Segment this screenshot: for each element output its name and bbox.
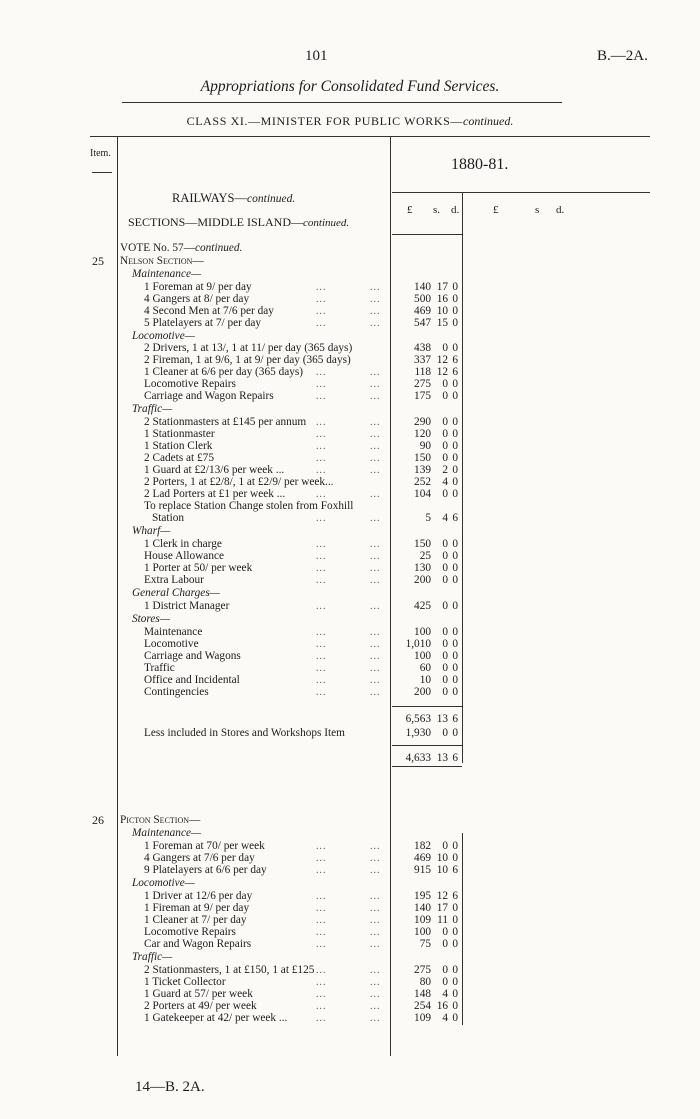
amount-shillings: 0 [442, 686, 448, 698]
amount-pounds: 150 [414, 452, 431, 464]
amount-shillings: 0 [442, 428, 448, 440]
table-row: 1 Stationmaster ... ... 120 0 0 [144, 428, 458, 440]
amount-shillings: 0 [442, 416, 448, 428]
amount-pence: 0 [452, 293, 458, 305]
table-row: Car and Wagon Repairs ... ... 75 0 0 [144, 938, 458, 950]
table-row: 1 Guard at £2/13/6 per week ... ... ... 139 2 0 [144, 464, 458, 476]
amount-pence: 6 [452, 713, 458, 725]
table-row [0, 827, 700, 840]
shillings-header-2: s [535, 204, 540, 216]
amount-pence: 6 [452, 366, 458, 378]
item-description: Station [152, 512, 185, 524]
amount-pence: 0 [452, 926, 458, 938]
amount-pence: 0 [452, 964, 458, 976]
category-label: Maintenance— [132, 268, 202, 280]
class-heading [0, 114, 700, 129]
amount-pounds: 140 [414, 281, 431, 293]
amount-pence: 0 [452, 428, 458, 440]
category-label: Wharf— [132, 525, 171, 537]
amount-pence: 0 [452, 562, 458, 574]
table-row: Station ... ... 5 4 6 [152, 512, 458, 524]
amount-pence: 0 [452, 440, 458, 452]
shillings-header: s. [433, 204, 441, 216]
amount-pounds: 6,563 [405, 713, 431, 725]
page-title: Appropriations for Consolidated Fund Services. [200, 78, 500, 95]
amount-pounds: 469 [414, 852, 431, 864]
table-row: 1 Foreman at 70/ per week ... ... 182 0 0 [144, 840, 458, 852]
amount-pence: 0 [452, 574, 458, 586]
table-row: 2 Porters at 49/ per week ... ... 254 16 0 [144, 1000, 458, 1012]
amount-pounds: 140 [414, 902, 431, 914]
table-row [0, 587, 700, 600]
amount-shillings: 16 [436, 1000, 448, 1012]
amount-pence: 0 [452, 938, 458, 950]
pence-header-2: d. [556, 204, 565, 216]
amount-pounds: 425 [414, 600, 431, 612]
amount-shillings: 0 [442, 650, 448, 662]
table-row: 1 District Manager ... ... 425 0 0 [144, 600, 458, 612]
amount-pounds: 80 [419, 976, 431, 988]
table-row [0, 525, 700, 538]
amount-pounds: 275 [414, 378, 431, 390]
item-description: Nelson Section— [120, 255, 204, 267]
amount-pounds: 337 [414, 354, 431, 366]
amount-pence: 0 [452, 840, 458, 852]
pence-header: d. [451, 204, 460, 216]
subtotal-rule [392, 706, 462, 707]
item-description: 1 Clerk in charge [144, 538, 222, 550]
subsection-heading [128, 215, 349, 230]
table-row: Locomotive Repairs ... ... 100 0 0 [144, 926, 458, 938]
item-description: 1 Foreman at 9/ per day [144, 281, 252, 293]
amount-shillings: 12 [436, 890, 448, 902]
category-label: Maintenance— [132, 827, 202, 839]
amount-pounds: 200 [414, 574, 431, 586]
amount-shillings: 0 [442, 727, 448, 739]
amount-pounds: 254 [414, 1000, 431, 1012]
amount-pounds: 290 [414, 416, 431, 428]
item-description: 2 Drivers, 1 at 13/, 1 at 11/ per day (365 days) [144, 342, 353, 354]
amount-pence: 0 [452, 650, 458, 662]
item-description: Less included in Stores and Workshops Item [144, 727, 345, 739]
amount-pence: 6 [452, 864, 458, 876]
table-row: 2 Stationmasters, 1 at £150, 1 at £125 ... ... 275 0 0 [144, 964, 458, 976]
table-row [0, 242, 700, 255]
amount-pence: 0 [452, 988, 458, 1000]
table-row: 1 Foreman at 9/ per day ... ... 140 17 0 [144, 281, 458, 293]
item-description: 2 Porters at 49/ per week [144, 1000, 257, 1012]
amount-shillings: 0 [442, 840, 448, 852]
amount-pence: 0 [452, 662, 458, 674]
table-row [0, 951, 700, 964]
item-description: Picton Section— [120, 814, 201, 826]
table-row [0, 814, 700, 827]
amount-pence: 0 [452, 488, 458, 500]
item-description: 2 Stationmasters at £145 per annum [144, 416, 307, 428]
amount-shillings: 0 [442, 538, 448, 550]
amount-pounds: 25 [419, 550, 431, 562]
amount-shillings: 0 [442, 562, 448, 574]
item-description: Office and Incidental [144, 674, 240, 686]
pounds-header: £ [407, 204, 413, 216]
amount-pounds: 5 [425, 512, 431, 524]
amount-shillings: 10 [436, 305, 448, 317]
item-description: 2 Cadets at £75 [144, 452, 214, 464]
amount-shillings: 0 [442, 976, 448, 988]
amount-pence: 0 [452, 390, 458, 402]
amount-pounds: 118 [414, 366, 431, 378]
amount-pounds: 60 [419, 662, 431, 674]
amount-shillings: 0 [442, 662, 448, 674]
amount-shillings: 0 [442, 452, 448, 464]
pounds-header-2: £ [493, 204, 499, 216]
amount-pounds: 915 [414, 864, 431, 876]
subsection-heading-text: SECTIONS—MIDDLE ISLAND— [128, 215, 303, 229]
amount-pence: 0 [452, 626, 458, 638]
amount-pence: 0 [452, 914, 458, 926]
item-description: 1 Guard at 57/ per week [144, 988, 253, 1000]
item-description: 1 Cleaner at 7/ per day [144, 914, 247, 926]
amount-shillings: 0 [442, 638, 448, 650]
amount-pence: 6 [452, 512, 458, 524]
item-column-header: Item. [90, 148, 111, 159]
amount-pounds: 175 [414, 390, 431, 402]
amount-pence: 0 [452, 1000, 458, 1012]
table-row: 1 Ticket Collector ... ... 80 0 0 [144, 976, 458, 988]
item-description: House Allowance [144, 550, 224, 562]
amount-pounds: 200 [414, 686, 431, 698]
amount-pounds: 469 [414, 305, 431, 317]
item-description: Locomotive [144, 638, 199, 650]
amount-pence: 0 [452, 342, 458, 354]
amount-shillings: 0 [442, 378, 448, 390]
table-row: Extra Labour ... ... 200 0 0 [144, 574, 458, 586]
section-heading-continued: continued. [247, 193, 296, 205]
amount-pence: 0 [452, 638, 458, 650]
table-row: 1 Clerk in charge ... ... 150 0 0 [144, 538, 458, 550]
item-description: Locomotive Repairs [144, 378, 236, 390]
table-row [0, 255, 700, 268]
table-row: 1 Gatekeeper at 42/ per week ... ... ... 109 4 0 [144, 1012, 458, 1024]
item-description: 1 Fireman at 9/ per day [144, 902, 250, 914]
item-description: 1 Guard at £2/13/6 per week ... [144, 464, 285, 476]
amount-pence: 6 [452, 354, 458, 366]
year-header: 1880-81. [451, 156, 509, 173]
table-row: Carriage and Wagons ... ... 100 0 0 [144, 650, 458, 662]
amount-pounds: 120 [414, 428, 431, 440]
table-row: Contingencies ... ... 200 0 0 [144, 686, 458, 698]
amount-pence: 0 [452, 538, 458, 550]
table-row: 2 Stationmasters at £145 per annum ... ... 290 0 0 [144, 416, 458, 428]
amount-pence: 0 [452, 902, 458, 914]
subsection-heading-continued: continued. [303, 217, 350, 229]
item-description: VOTE No. 57— [120, 242, 195, 254]
amount-pounds: 438 [414, 342, 431, 354]
item-description: 1 District Manager [144, 600, 230, 612]
item-description: 4 Second Men at 7/6 per day [144, 305, 274, 317]
amount-pounds: 109 [414, 914, 431, 926]
amount-shillings: 2 [442, 464, 448, 476]
amount-shillings: 0 [442, 938, 448, 950]
amount-pounds: 195 [414, 890, 431, 902]
amount-shillings: 0 [442, 488, 448, 500]
table-row: Maintenance ... ... 100 0 0 [144, 626, 458, 638]
continued-note: continued. [195, 242, 243, 254]
amount-shillings: 12 [436, 366, 448, 378]
table-row: Locomotive ... ... 1,010 0 0 [144, 638, 458, 650]
item-description: 2 Fireman, 1 at 9/6, 1 at 9/ per day (365 days) [144, 354, 351, 366]
category-label: Locomotive— [132, 877, 195, 889]
amount-pence: 0 [452, 852, 458, 864]
amount-pence: 0 [452, 600, 458, 612]
item-description: 1 Stationmaster [144, 428, 215, 440]
amount-shillings: 15 [436, 317, 448, 329]
item-description: 1 Cleaner at 6/6 per day (365 days) [144, 366, 304, 378]
amount-shillings: 13 [436, 752, 448, 764]
amount-pounds: 10 [419, 674, 431, 686]
amount-pence: 0 [452, 1012, 458, 1024]
amount-shillings: 0 [442, 550, 448, 562]
category-label: Locomotive— [132, 330, 195, 342]
table-row: 1 Fireman at 9/ per day ... ... 140 17 0 [144, 902, 458, 914]
amount-pounds: 150 [414, 538, 431, 550]
amount-shillings: 17 [436, 902, 448, 914]
table-top-rule [90, 136, 650, 137]
table-row [0, 713, 700, 726]
item-description: Car and Wagon Repairs [144, 938, 252, 950]
year-rule [392, 192, 650, 193]
amount-pounds: 139 [414, 464, 431, 476]
table-row: Carriage and Wagon Repairs ... ... 175 0 0 [144, 390, 458, 402]
amount-shillings: 0 [442, 342, 448, 354]
amount-pounds: 547 [414, 317, 431, 329]
amount-pounds: 100 [414, 926, 431, 938]
section-heading [172, 191, 295, 206]
amount-pounds: 1,930 [405, 727, 431, 739]
amount-shillings: 4 [442, 476, 448, 488]
amount-pence: 0 [452, 674, 458, 686]
amount-shillings: 13 [436, 713, 448, 725]
class-heading-text: CLASS XI.—MINISTER FOR PUBLIC WORKS— [186, 114, 464, 128]
amount-pounds: 100 [414, 626, 431, 638]
amount-pence: 0 [452, 317, 458, 329]
amount-pounds: 100 [414, 650, 431, 662]
amount-pence: 6 [452, 752, 458, 764]
table-row: 4 Gangers at 8/ per day ... ... 500 16 0 [144, 293, 458, 305]
amount-shillings: 4 [442, 1012, 448, 1024]
amount-pence: 0 [452, 464, 458, 476]
amount-pence: 0 [452, 452, 458, 464]
page-number: 101 [305, 48, 328, 64]
item-description: 4 Gangers at 8/ per day [144, 293, 250, 305]
item-description: 9 Platelayers at 6/6 per day [144, 864, 267, 876]
table-row [0, 613, 700, 626]
item-description: Carriage and Wagon Repairs [144, 390, 274, 402]
item-description: 2 Lad Porters at £1 per week ... [144, 488, 286, 500]
amount-shillings: 11 [437, 914, 448, 926]
amount-pence: 0 [452, 476, 458, 488]
amount-shillings: 0 [442, 600, 448, 612]
item-description: Extra Labour [144, 574, 204, 586]
amount-pence: 0 [452, 550, 458, 562]
amount-shillings: 0 [442, 964, 448, 976]
amount-shillings: 0 [442, 926, 448, 938]
amount-shillings: 4 [442, 988, 448, 1000]
table-row: 1 Porter at 50/ per week ... ... 130 0 0 [144, 562, 458, 574]
item-description: Contingencies [144, 686, 209, 698]
table-row [0, 403, 700, 416]
paper-reference: B.—2A. [597, 48, 648, 64]
table-row: 4 Gangers at 7/6 per day ... ... 469 10 0 [144, 852, 458, 864]
amount-shillings: 0 [442, 440, 448, 452]
table-row: 1 Guard at 57/ per week ... ... 148 4 0 [144, 988, 458, 1000]
table-row [0, 268, 700, 281]
item-description: 1 Station Clerk [144, 440, 213, 452]
item-description: 5 Platelayers at 7/ per day [144, 317, 262, 329]
item-description: 4 Gangers at 7/6 per day [144, 852, 255, 864]
item-description: Traffic [144, 662, 175, 674]
table-row [0, 877, 700, 890]
table-row: Traffic ... ... 60 0 0 [144, 662, 458, 674]
table-row: 1 Driver at 12/6 per day ... ... 195 12 6 [144, 890, 458, 902]
table-row [0, 752, 700, 765]
amount-pence: 0 [452, 976, 458, 988]
item-description: 1 Gatekeeper at 42/ per week ... [144, 1012, 288, 1024]
item-description: 2 Porters, 1 at £2/8/, 1 at £2/9/ per week... [144, 476, 334, 488]
item-description: Carriage and Wagons [144, 650, 241, 662]
item-description: 1 Ticket Collector [144, 976, 226, 988]
table-row: House Allowance ... ... 25 0 0 [144, 550, 458, 562]
amount-pence: 0 [452, 727, 458, 739]
class-heading-continued: continued. [463, 114, 514, 128]
category-label: Stores— [132, 613, 170, 625]
money-header-rule [392, 234, 462, 235]
item-description: 1 Driver at 12/6 per day [144, 890, 253, 902]
table-row: 2 Cadets at £75 ... ... 150 0 0 [144, 452, 458, 464]
amount-pounds: 90 [419, 440, 431, 452]
table-row [0, 727, 700, 740]
item-description: 1 Foreman at 70/ per week [144, 840, 265, 852]
table-row: 1 Cleaner at 6/6 per day (365 days) ... ... 118 12 6 [144, 366, 458, 378]
amount-shillings: 10 [436, 852, 448, 864]
amount-pence: 0 [452, 686, 458, 698]
table-row: 9 Platelayers at 6/6 per day ... ... 915 10 6 [144, 864, 458, 876]
amount-pounds: 130 [414, 562, 431, 574]
amount-pence: 0 [452, 281, 458, 293]
table-row: Office and Incidental ... ... 10 0 0 [144, 674, 458, 686]
amount-shillings: 4 [442, 512, 448, 524]
category-label: Traffic— [132, 951, 173, 963]
table-row: 1 Cleaner at 7/ per day ... ... 109 11 0 [144, 914, 458, 926]
item-number: 26 [92, 813, 104, 827]
amount-shillings: 0 [442, 674, 448, 686]
title-rule [122, 102, 562, 103]
amount-pounds: 148 [414, 988, 431, 1000]
amount-pounds: 4,633 [405, 752, 431, 764]
amount-shillings: 0 [442, 626, 448, 638]
amount-shillings: 0 [442, 390, 448, 402]
amount-pounds: 275 [414, 964, 431, 976]
amount-pounds: 104 [414, 488, 431, 500]
amount-shillings: 16 [436, 293, 448, 305]
amount-pounds: 182 [414, 840, 431, 852]
footer-signature: 14—B. 2A. [135, 1079, 205, 1095]
amount-shillings: 0 [442, 574, 448, 586]
amount-pounds: 109 [414, 1012, 431, 1024]
table-row: 5 Platelayers at 7/ per day ... ... 547 15 0 [144, 317, 458, 329]
amount-shillings: 12 [436, 354, 448, 366]
amount-pence: 0 [452, 378, 458, 390]
item-header-rule [92, 172, 112, 173]
amount-pounds: 252 [414, 476, 431, 488]
category-label: Traffic— [132, 403, 173, 415]
category-label: General Charges— [132, 587, 220, 599]
amount-pounds: 75 [419, 938, 431, 950]
item-description: 1 Porter at 50/ per week [144, 562, 253, 574]
item-description: To replace Station Change stolen from Foxhill [144, 500, 354, 512]
item-description: Maintenance [144, 626, 203, 638]
amount-pounds: 500 [414, 293, 431, 305]
table-row: 2 Lad Porters at £1 per week ... ... ... 104 0 0 [144, 488, 458, 500]
total-rule [392, 766, 462, 767]
section-heading-text: RAILWAYS— [172, 191, 248, 205]
less-rule [392, 745, 462, 746]
amount-shillings: 17 [436, 281, 448, 293]
item-description: 2 Stationmasters, 1 at £150, 1 at £125 [144, 964, 315, 976]
table-row: Locomotive Repairs ... ... 275 0 0 [144, 378, 458, 390]
amount-pence: 6 [452, 890, 458, 902]
amount-shillings: 10 [436, 864, 448, 876]
table-row: 4 Second Men at 7/6 per day ... ... 469 10 0 [144, 305, 458, 317]
table-row: 1 Station Clerk ... ... 90 0 0 [144, 440, 458, 452]
item-number: 25 [92, 254, 104, 268]
amount-pounds: 1,010 [405, 638, 431, 650]
amount-pence: 0 [452, 305, 458, 317]
amount-pence: 0 [452, 416, 458, 428]
item-description: Locomotive Repairs [144, 926, 236, 938]
